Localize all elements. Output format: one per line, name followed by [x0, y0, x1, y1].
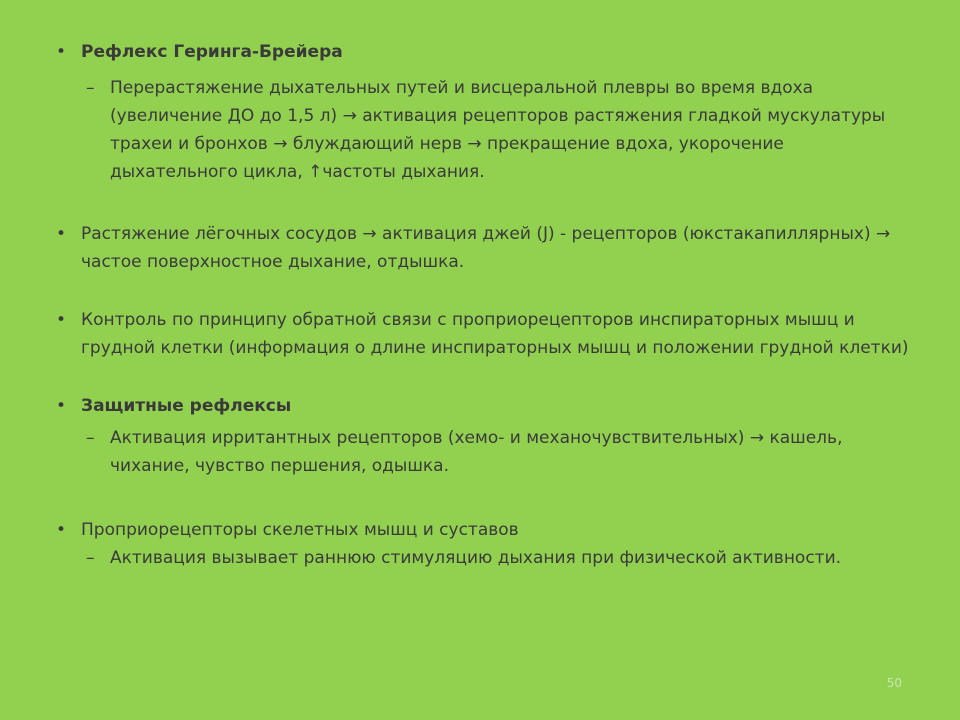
bullet-proprioceptors [56, 516, 916, 544]
sub-bullet-text: Активация ирритантных рецепторов (хемо- и механочувствительных) → кашель, чихание, чувство першения, одышка. [110, 428, 843, 476]
sub-bullet-text: Активация вызывает раннюю стимуляцию дыхания при физической активности. [110, 548, 842, 568]
bullet-marker: • [56, 42, 67, 62]
bullet-feedback-control [56, 306, 916, 362]
sub-marker: – [86, 78, 95, 98]
bullet-text: Защитные рефлексы [81, 396, 292, 416]
sub-bullet-text: Перерастяжение дыхательных путей и висцеральной плевры во время вдоха (увеличение ДО до 1,5 л) → активация рецепторов растяжения гладкой мускулатуры трахеи и бронхов → блуждающий нерв → прекращение вдоха, укорочение дыхательного цикла, ↑частоты дыхания. [110, 78, 886, 182]
bullet-marker: • [56, 224, 67, 244]
sub-bullet-proprioceptors [56, 544, 916, 572]
bullet-protective-reflexes [56, 392, 916, 420]
bullet-hering-breuer [56, 38, 916, 66]
slide-content [56, 38, 916, 572]
bullet-text: Рефлекс Геринга-Брейера [81, 42, 343, 62]
bullet-text: Проприорецепторы скелетных мышц и суставов [81, 520, 519, 540]
page-number: 50 [886, 676, 902, 690]
bullet-marker: • [56, 396, 67, 416]
sub-marker: – [86, 428, 95, 448]
sub-bullet-hering-breuer [56, 74, 916, 186]
bullet-pulmonary-vessels [56, 220, 916, 276]
bullet-text: Растяжение лёгочных сосудов → активация джей (J) - рецепторов (юкстакапиллярных) → частое поверхностное дыхание, отдышка. [81, 224, 891, 272]
bullet-marker: • [56, 310, 67, 330]
bullet-marker: • [56, 520, 67, 540]
sub-bullet-protective-reflexes [56, 424, 916, 480]
bullet-text: Контроль по принципу обратной связи с проприорецепторов инспираторных мышц и грудной клетки (информация о длине инспираторных мышц и положении грудной клетки) [81, 310, 909, 358]
sub-marker: – [86, 548, 95, 568]
